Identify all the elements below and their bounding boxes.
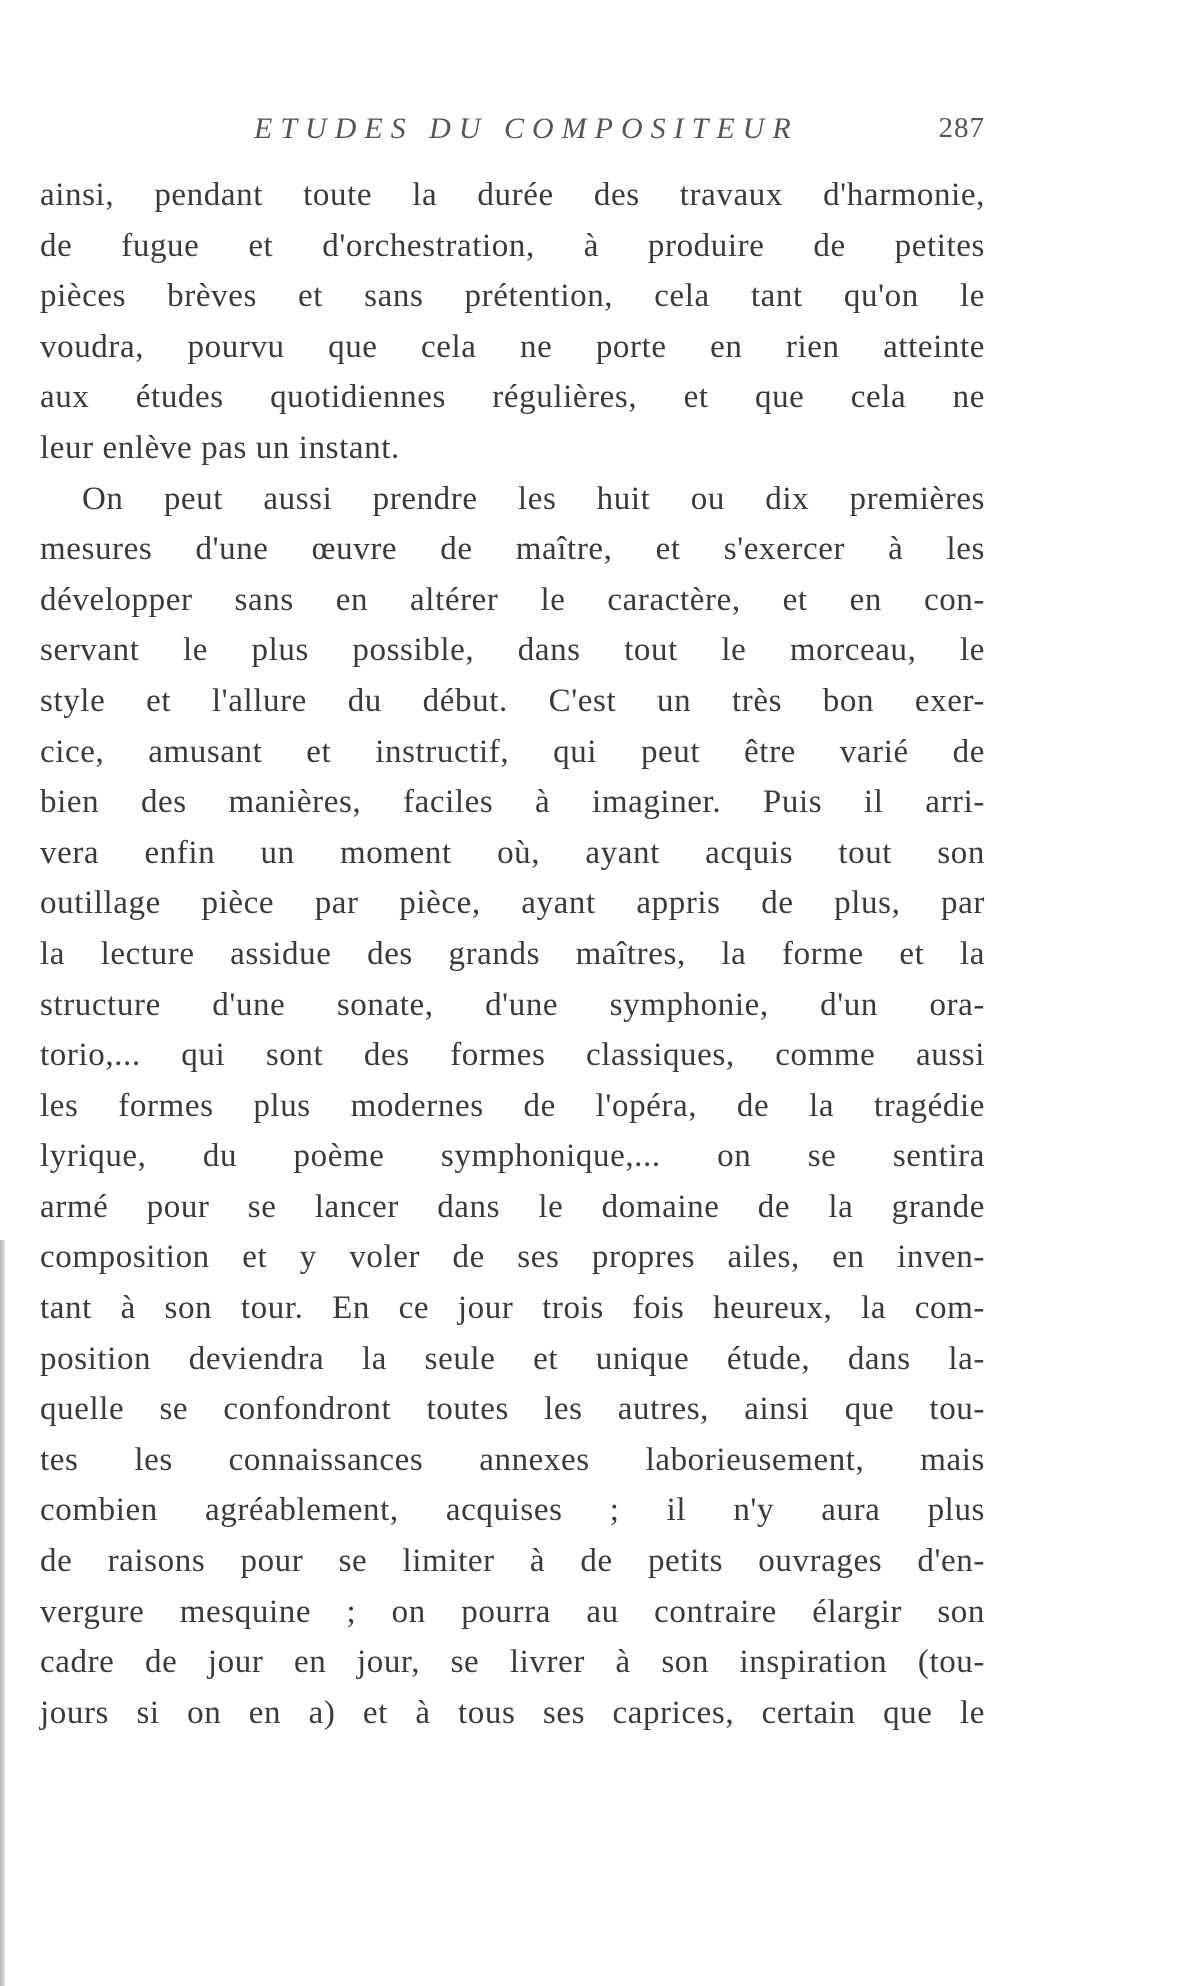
text-line: composition et y voler de ses propres ailes, en inven-: [40, 1239, 985, 1276]
text-line: leur enlève pas un instant.: [40, 429, 400, 466]
text-line: bien des manières, faciles à imaginer. Puis il arri-: [40, 784, 985, 821]
text-line: position deviendra la seule et unique étude, dans la-: [40, 1340, 985, 1377]
text-line: armé pour se lancer dans le domaine de la grande: [40, 1188, 985, 1225]
text-line: tant à son tour. En ce jour trois fois heureux, la com-: [40, 1290, 985, 1327]
text-line: structure d'une sonate, d'une symphonie, d'un ora-: [40, 986, 985, 1023]
page-header: [40, 112, 985, 152]
text-line: développer sans en altérer le caractère, et en con-: [40, 581, 985, 618]
page-binding-edge: [0, 1240, 5, 1986]
text-line: ainsi, pendant toute la durée des travaux d'harmonie,: [40, 177, 985, 213]
text-line: outillage pièce par pièce, ayant appris de plus, par: [40, 885, 985, 922]
text-line: cadre de jour en jour, se livrer à son inspiration (tou-: [40, 1644, 985, 1681]
text-line: lyrique, du poème symphonique,... on se sentira: [40, 1138, 985, 1175]
text-line: On peut aussi prendre les huit ou dix premières: [82, 480, 985, 517]
text-line: les formes plus modernes de l'opéra, de la tragédie: [40, 1087, 985, 1124]
text-line: tes les connaissances annexes laborieusement, mais: [40, 1441, 985, 1478]
text-line: cice, amusant et instructif, qui peut être varié de: [40, 733, 985, 770]
page-number: 287: [938, 112, 985, 144]
text-line: jours si on en a) et à tous ses caprices, certain que le: [40, 1694, 985, 1731]
text-line: combien agréablement, acquises ; il n'y aura plus: [40, 1492, 985, 1529]
text-line: servant le plus possible, dans tout le morceau, le: [40, 632, 985, 669]
text-line: style et l'allure du début. C'est un très bon exer-: [40, 682, 985, 719]
text-line: de raisons pour se limiter à de petits ouvrages d'en-: [40, 1543, 985, 1580]
text-line: vergure mesquine ; on pourra au contraire élargir son: [40, 1593, 985, 1630]
running-head: ETUDES DU COMPOSITEUR: [254, 112, 799, 145]
text-line: voudra, pourvu que cela ne porte en rien atteinte: [40, 328, 985, 365]
text-line: la lecture assidue des grands maîtres, la forme et la: [40, 935, 985, 972]
text-line: torio,... qui sont des formes classiques, comme aussi: [40, 1037, 985, 1074]
text-line: quelle se confondront toutes les autres, ainsi que tou-: [40, 1391, 985, 1428]
text-line: aux études quotidiennes régulières, et que cela ne: [40, 379, 985, 416]
body-text: [40, 170, 985, 1738]
text-line: mesures d'une œuvre de maître, et s'exercer à les: [40, 531, 985, 568]
text-line: vera enfin un moment où, ayant acquis tout son: [40, 834, 985, 871]
text-line: pièces brèves et sans prétention, cela tant qu'on le: [40, 278, 985, 315]
text-line: de fugue et d'orchestration, à produire de petites: [40, 227, 985, 264]
